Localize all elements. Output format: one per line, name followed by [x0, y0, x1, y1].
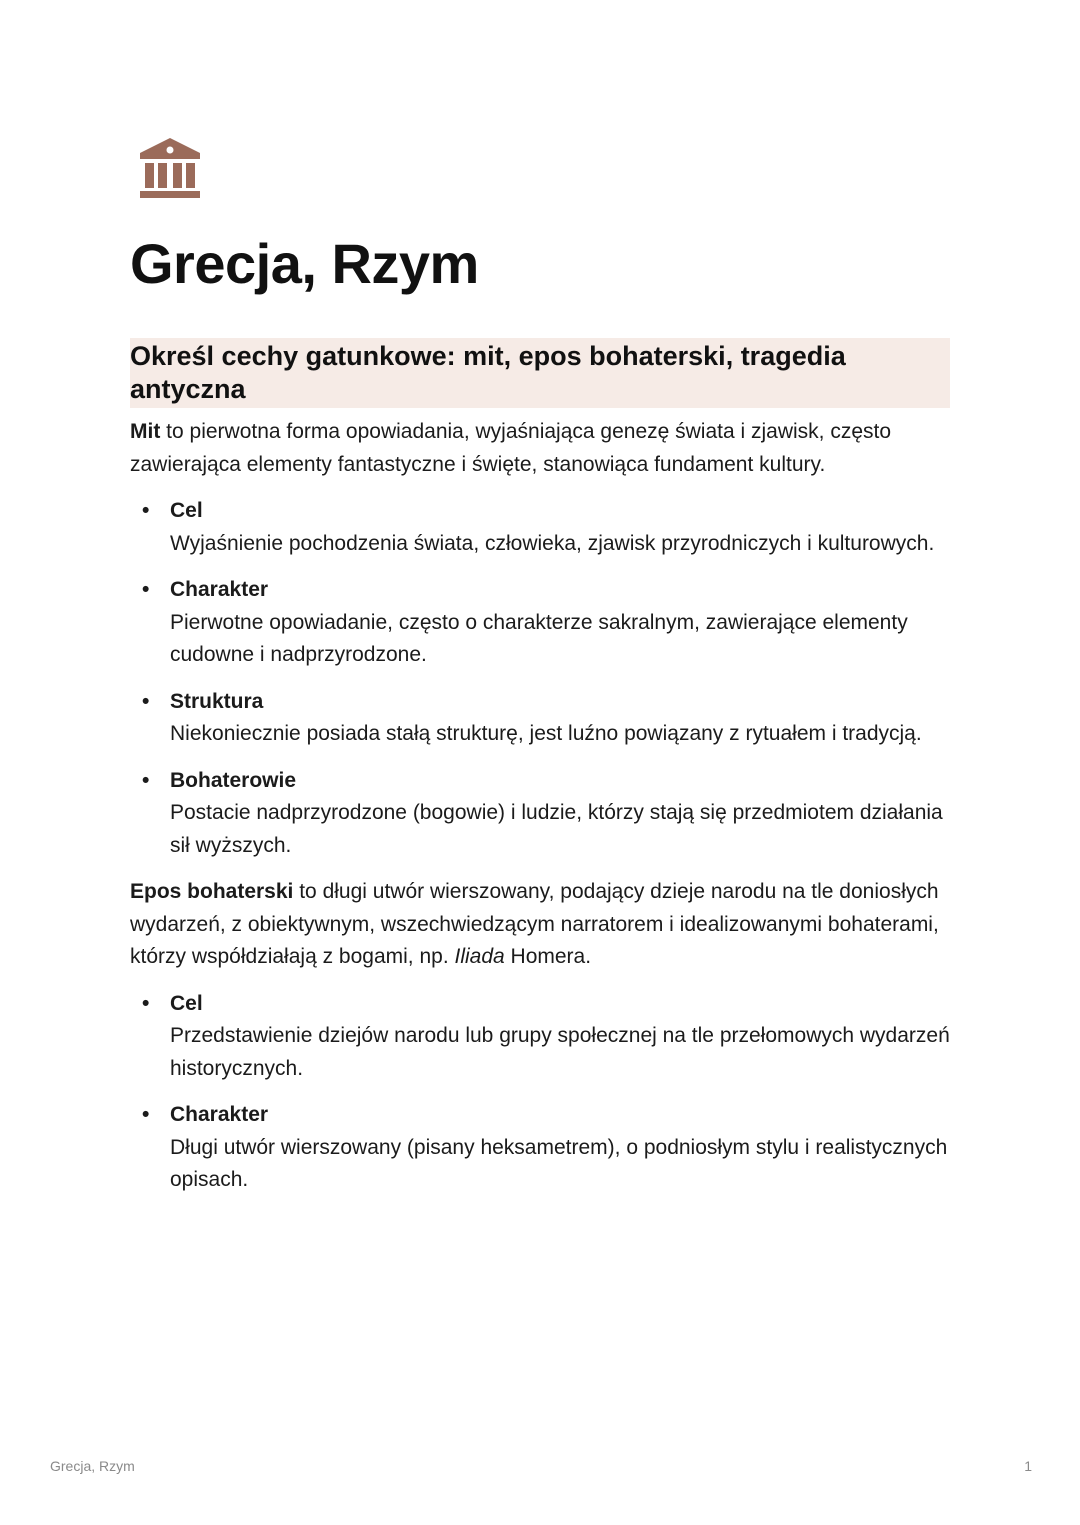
page-title: Grecja, Rzym: [130, 232, 479, 295]
list-item: [130, 686, 950, 751]
item-title: Charakter: [170, 1103, 269, 1126]
mit-features-list: [130, 495, 950, 862]
item-description: Postacie nadprzyrodzone (bogowie) i ludzie, którzy stają się przedmiotem działania sił wyższych.: [170, 801, 943, 857]
list-item: [130, 495, 950, 560]
bullet-icon: •: [142, 499, 150, 522]
epos-term: Epos bohaterski: [130, 880, 294, 903]
section-heading: Określ cechy gatunkowe: mit, epos bohaterski, tragedia antyczna: [130, 338, 950, 408]
item-title: Struktura: [170, 689, 264, 713]
bullet-icon: •: [142, 768, 150, 792]
item-description: Pierwotne opowiadanie, często o charakterze sakralnym, zawierające elementy cudowne i nadprzyrodzone.: [170, 610, 908, 666]
item-title: Bohaterowie: [170, 768, 297, 792]
item-title: Cel: [170, 991, 203, 1015]
item-description: Niekoniecznie posiada stałą strukturę, jest luźno powiązany z rytuałem i tradycją.: [170, 722, 922, 745]
item-title: Cel: [170, 499, 203, 522]
list-item: [130, 765, 950, 863]
item-description: Wyjaśnienie pochodzenia świata, człowieka, zjawisk przyrodniczych i kulturowych.: [170, 531, 935, 555]
item-description: Długi utwór wierszowany (pisany heksametrem), o podniosłym stylu i realistycznych opisach.: [170, 1135, 948, 1191]
mit-term: Mit: [130, 420, 161, 443]
bullet-icon: •: [142, 578, 150, 601]
section-content: [130, 416, 950, 1211]
item-title: Charakter: [170, 578, 269, 601]
page-number: 1: [1024, 1458, 1032, 1474]
item-description: Przedstawienie dziejów narodu lub grupy społecznej na tle przełomowych wydarzeń historycznych.: [170, 1024, 950, 1080]
epos-definition-end: Homera.: [504, 945, 592, 968]
work-title: Iliada: [454, 945, 505, 968]
list-item: [130, 1099, 950, 1197]
mit-definition: to pierwotna forma opowiadania, wyjaśniająca genezę świata i zjawisk, często zawierająca elementy fantastyczne i święte, stanowiąca fundament kultury.: [130, 420, 892, 476]
classical-building-icon: [138, 137, 202, 199]
epos-definition: to długi utwór wierszowany, podający dzieje narodu na tle doniosłych wydarzeń, z obiektywnym, wszechwiedzącym narratorem i idealizowanymi bohaterami, którzy współdziałają z bogami, np.: [130, 880, 939, 968]
bullet-icon: •: [142, 1103, 150, 1126]
epos-paragraph: [130, 876, 950, 974]
list-item: [130, 574, 950, 672]
list-item: [130, 988, 950, 1086]
epos-features-list: [130, 988, 950, 1197]
footer-title: Grecja, Rzym: [50, 1458, 135, 1474]
bullet-icon: •: [142, 991, 150, 1015]
mit-paragraph: [130, 416, 950, 481]
bullet-icon: •: [142, 689, 150, 713]
